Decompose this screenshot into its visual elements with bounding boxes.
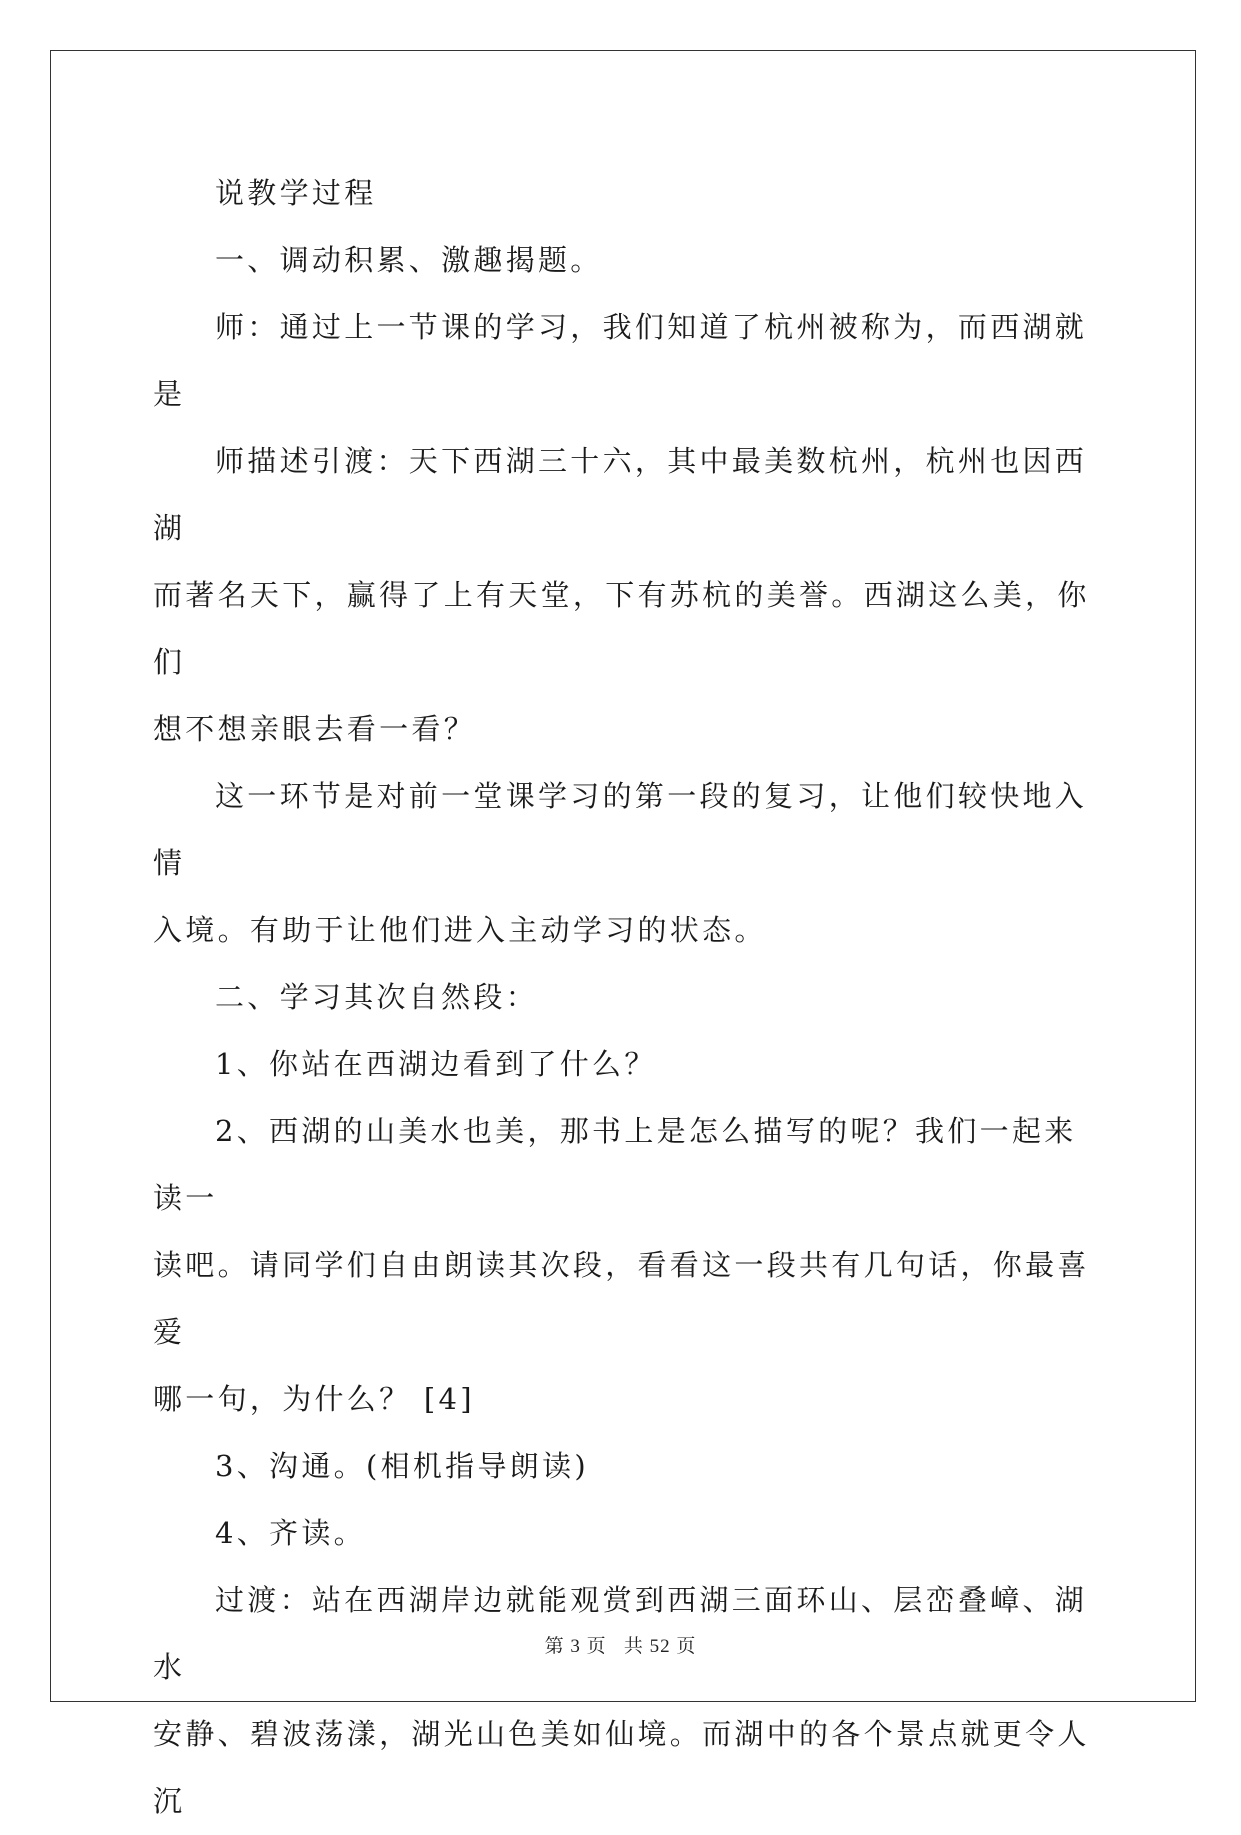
list-item: 2、西湖的山美水也美，那书上是怎么描写的呢？我们一起来读一 xyxy=(153,1114,1077,1215)
text-line: 安静、碧波荡漾，湖光山色美如仙境。而湖中的各个景点就更令人沉 xyxy=(153,1717,1090,1818)
list-item: 3、沟通。(相机指导朗读) xyxy=(215,1449,589,1483)
text-line: 这一环节是对前一堂课学习的第一段的复习，让他们较快地入情 xyxy=(153,779,1088,880)
text-line: 读吧。请同学们自由朗读其次段，看看这一段共有几句话，你最喜爱 xyxy=(153,1248,1090,1349)
page-number: 第 3 页 共 52 页 xyxy=(544,1636,697,1657)
text-line: 哪一句，为什么？ [4] xyxy=(153,1382,475,1416)
text-line: 师：通过上一节课的学习，我们知道了杭州被称为，而西湖就是 xyxy=(153,310,1088,411)
text-line: 过渡：站在西湖岸边就能观赏到西湖三面环山、层峦叠嶂、湖水 xyxy=(153,1583,1088,1684)
text-line: 入境。有助于让他们进入主动学习的状态。 xyxy=(153,913,767,947)
page-footer xyxy=(0,1631,1241,1658)
text-line: 而著名天下，赢得了上有天堂，下有苏杭的美誉。西湖这么美，你们 xyxy=(153,578,1090,679)
text-line: 想不想亲眼去看一看？ xyxy=(153,712,477,746)
section-heading: 二、学习其次自然段： xyxy=(215,980,539,1014)
document-body xyxy=(153,160,1093,1835)
list-item: 4、齐读。 xyxy=(215,1516,366,1550)
heading-line: 说教学过程 xyxy=(215,176,377,210)
list-item: 1、你站在西湖边看到了什么？ xyxy=(215,1047,657,1081)
text-line: 师描述引渡：天下西湖三十六，其中最美数杭州，杭州也因西湖 xyxy=(153,444,1088,545)
section-heading: 一、调动积累、激趣揭题。 xyxy=(215,243,603,277)
